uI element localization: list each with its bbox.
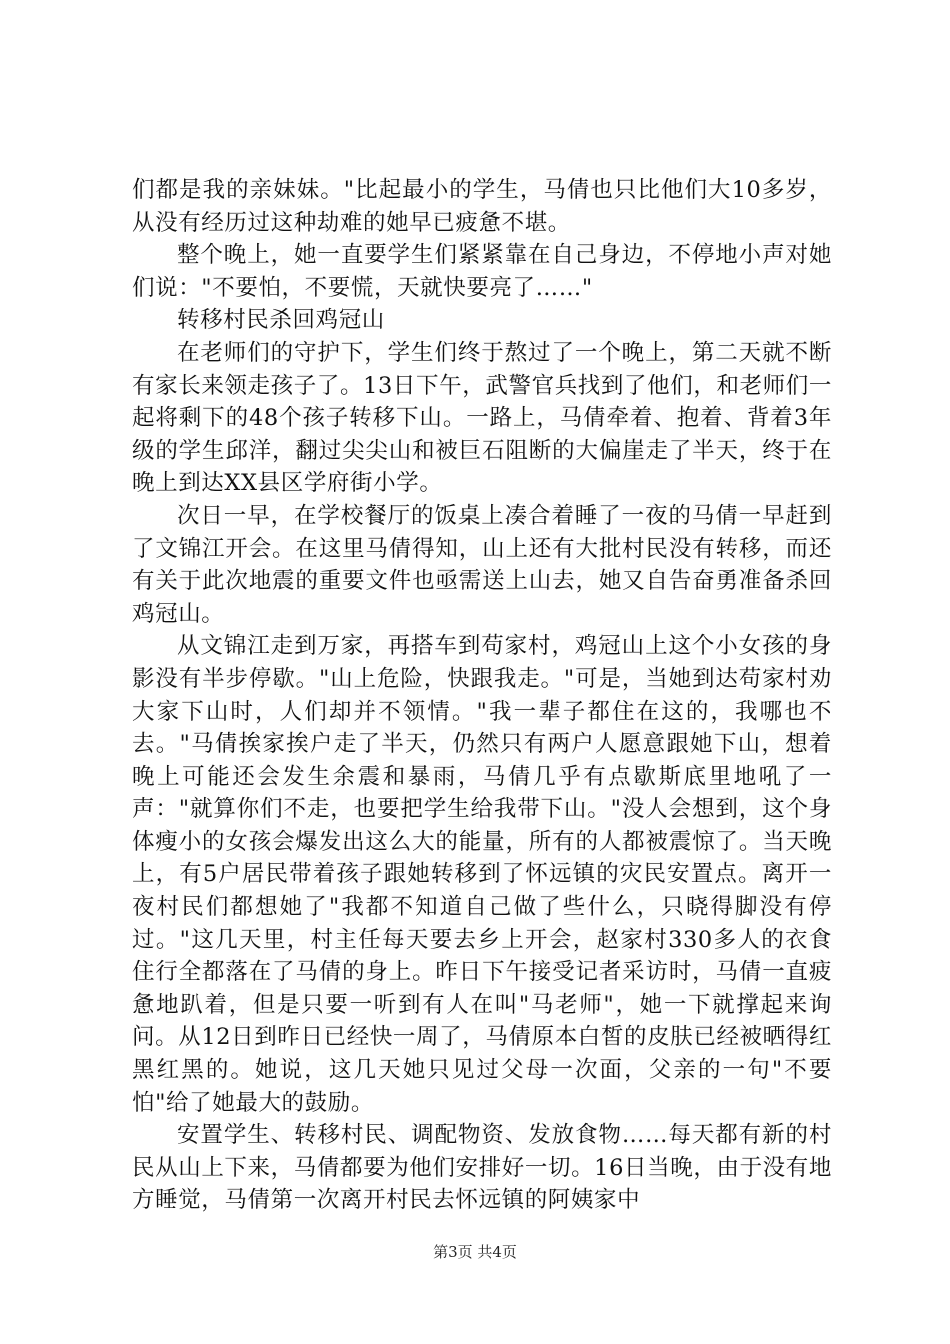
paragraph-continuation: 们都是我的亲妹妹。"比起最小的学生，马倩也只比他们大10多岁，从没有经历过这种劫难的她早已疲惫不堪。 [132,177,832,236]
paragraph: 在老师们的守护下，学生们终于熬过了一个晚上，第二天就不断有家长来领走孩子了。13日下午，武警官兵找到了他们，和老师们一起将剩下的48个孩子转移下山。一路上，马倩牵着、抱着、背着3年级的学生邱洋，翻过尖尖山和被巨石阻断的大偏崖走了半天，终于在晚上到达XX县区学府街小学。 [132,339,832,497]
section-heading: 转移村民杀回鸡冠山 [177,307,385,334]
paragraph: 安置学生、转移村民、调配物资、发放食物……每天都有新的村民从山上下来，马倩都要为他们安排好一切。16日当晚，由于没有地方睡觉，马倩第一次离开村民去怀远镇的阿姨家中 [132,1122,832,1214]
page-number-footer: 第3页 共4页 [433,1243,517,1261]
paragraph: 次日一早，在学校餐厅的饭桌上凑合着睡了一夜的马倩一早赶到了文锦江开会。在这里马倩得知，山上还有大批村民没有转移，而还有关于此次地震的重要文件也亟需送上山去，她又自告奋勇准备杀回鸡冠山。 [132,502,832,627]
paragraph: 从文锦江走到万家，再搭车到苟家村，鸡冠山上这个小女孩的身影没有半步停歇。"山上危险，快跟我走。"可是，当她到达苟家村劝大家下山时，人们却并不领情。"我一辈子都住在这的，我哪也不去。"马倩挨家挨户走了半天，仍然只有两户人愿意跟她下山，想着晚上可能还会发生余震和暴雨，马倩几乎有点歇斯底里地吼了一声："就算你们不走，也要把学生给我带下山。"没人会想到，这个身体瘦小的女孩会爆发出这么大的能量，所有的人都被震惊了。当天晚上，有5户居民带着孩子跟她转移到了怀远镇的灾民安置点。离开一夜村民们都想她了"我都不知道自己做了些什么，只晓得脚没有停过。"这几天里，村主任每天要去乡上开会，赵家村330多人的衣食住行全都落在了马倩的身上。昨日下午接受记者采访时，马倩一直疲惫地趴着，但是只要一听到有人在叫"马老师"，她一下就撑起来询问。从12日到昨日已经快一周了，马倩原本白皙的皮肤已经被晒得红黑红黑的。她说，这几天她只见过父母一次面，父亲的一句"不要怕"给了她最大的鼓励。 [132,633,832,1116]
paragraph: 整个晚上，她一直要学生们紧紧靠在自己身边，不停地小声对她们说："不要怕，不要慌，天就快要亮了……" [132,242,832,301]
document-body [132,174,832,1217]
